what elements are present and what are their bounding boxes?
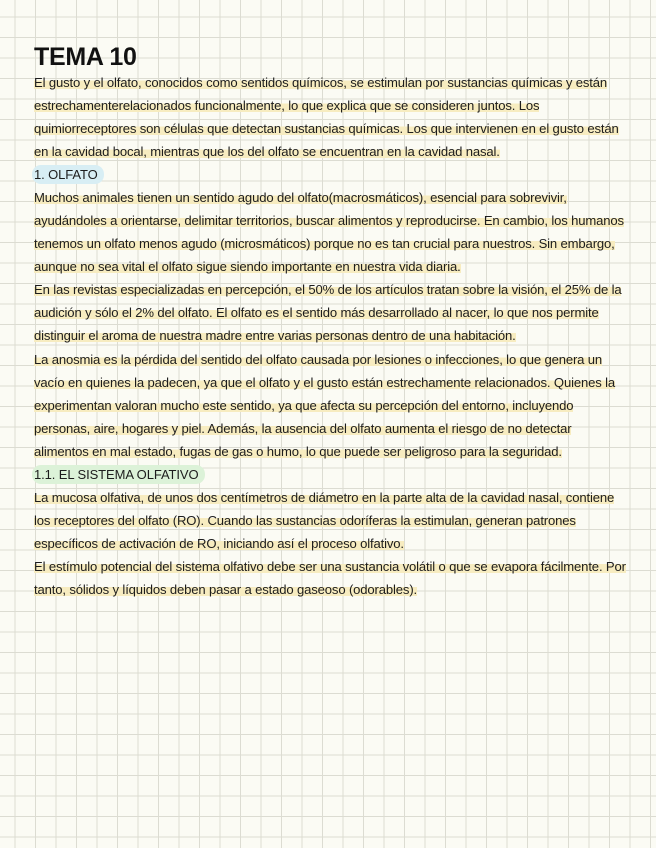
olfato-paragraph-3 bbox=[34, 348, 626, 463]
olfato-paragraph-3-text: La anosmia es la pérdida del sentido del olfato causada por lesiones o infecciones, lo que genera un vacío en quienes la padecen, ya que el olfato y el gusto están estrechamente relacionados. Quienes la experimentan valoran mucho este sentido, ya que afecta su percepción del entorno, incluyendo personas, aire, hogares y piel. Además, la ausencia del olfato aumenta el riesgo de no detectar alimentos en mal estado, fugas de gas o humo, lo que puede ser peligroso para la seguridad. bbox=[34, 351, 616, 459]
section-1-1-heading-row bbox=[34, 463, 626, 486]
olfato-paragraph-1-text: Muchos animales tienen un sentido agudo del olfato(macrosmáticos), esencial para sobrevivir, ayudándoles a orientarse, delimitar territorios, buscar alimentos y reproducirse. En cambio, los humanos tenemos un olfato menos agudo (microsmáticos) porque no es tan crucial para nuestros. Sin embargo, aunque no sea vital el olfato sigue siendo importante en nuestra vida diaria. bbox=[34, 190, 624, 275]
section-heading-sistema-olfativo: 1.1. EL SISTEMA OLFATIVO bbox=[32, 465, 205, 484]
olfato-paragraph-2 bbox=[34, 278, 626, 347]
document-title: TEMA 10 bbox=[34, 43, 137, 71]
olfato-paragraph-1 bbox=[34, 186, 626, 278]
section-heading-olfato: 1. OLFATO bbox=[32, 165, 104, 184]
sistema-paragraph-1-text: La mucosa olfativa, de unos dos centímetros de diámetro en la parte alta de la cavidad nasal, contiene los receptores del olfato (RO). Cuando las sustancias odoríferas la estimulan, generan patrones específicos de activación de RO, iniciando así el proceso olfativo. bbox=[34, 489, 615, 551]
olfato-paragraph-2-text: En las revistas especializadas en percepción, el 50% de los artículos tratan sobre la visión, el 25% de la audición y sólo el 2% del olfato. El olfato es el sentido más desarrollado al nacer, lo que nos permite distinguir el aroma de nuestra madre entre varias personas dentro de una habitación. bbox=[34, 282, 622, 344]
sistema-paragraph-2 bbox=[34, 555, 626, 601]
intro-text: El gusto y el olfato, conocidos como sentidos químicos, se estimulan por sustancias químicas y están estrechamenterelacionados funcionalmente, lo que explica que se consideren juntos. Los quimiorreceptores son células que detectan sustancias químicas. Los que intervienen en el gusto están en la cavidad bocal, mientras que los del olfato se encuentran en la cavidad nasal. bbox=[34, 75, 619, 160]
document-page bbox=[34, 44, 626, 601]
section-1-heading-row bbox=[34, 163, 626, 186]
sistema-paragraph-1 bbox=[34, 486, 626, 555]
sistema-paragraph-2-text: El estímulo potencial del sistema olfativo debe ser una sustancia volátil o que se evapora fácilmente. Por tanto, sólidos y líquidos deben pasar a estado gaseoso (odorables). bbox=[34, 558, 626, 597]
intro-paragraph bbox=[34, 71, 626, 163]
